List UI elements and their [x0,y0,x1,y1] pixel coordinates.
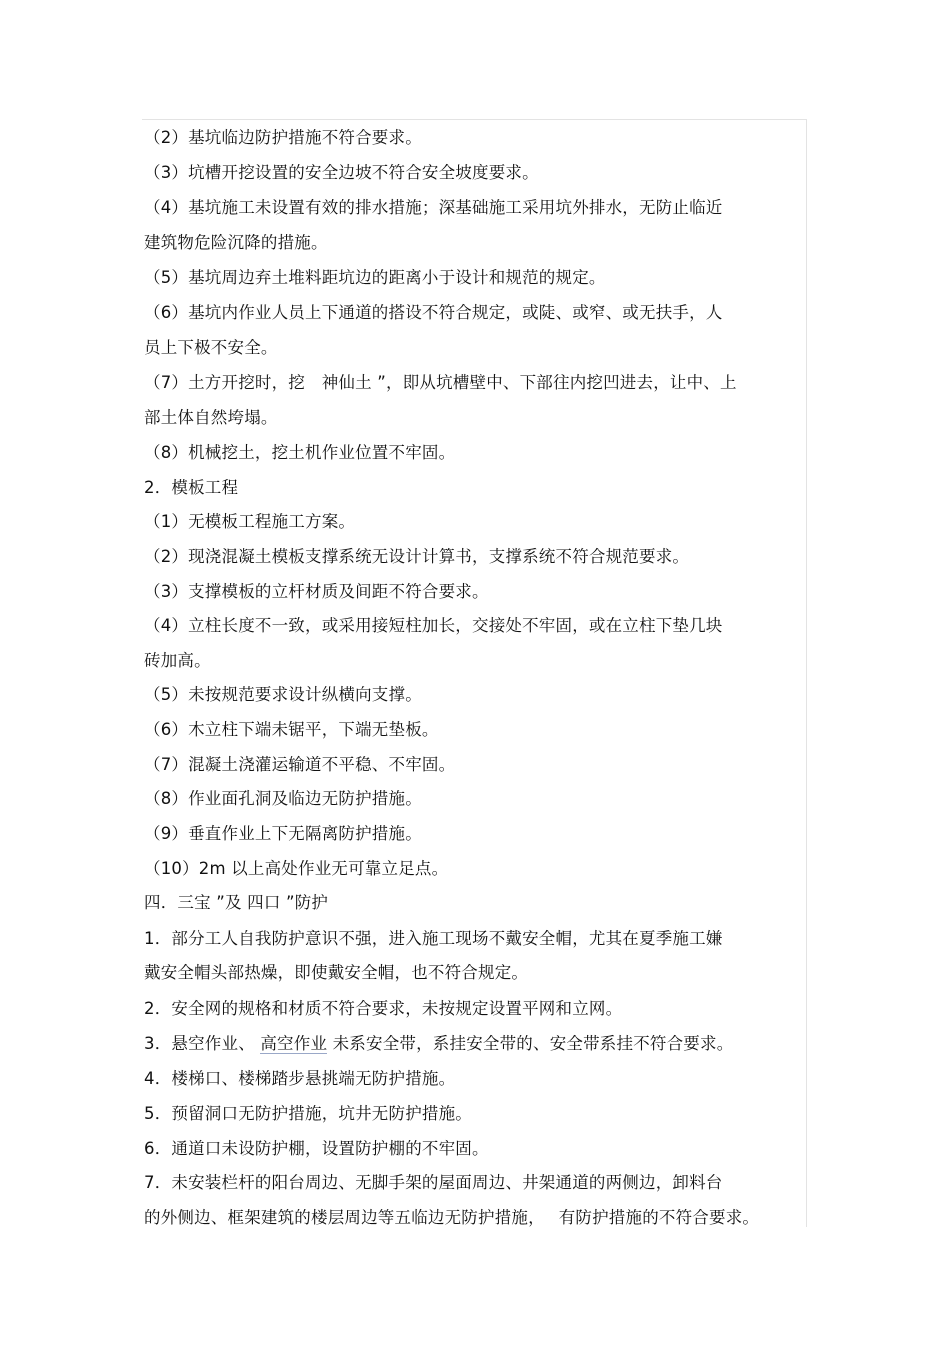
text-line: 戴安全帽头部热燥，即使戴安全帽，也不符合规定。 [144,963,529,982]
text-line: （8）机械挖土，挖土机作业位置不牢固。 [144,443,456,462]
text-line: 5．预留洞口无防护措施，坑井无防护措施。 [144,1104,472,1123]
text-line: （4）基坑施工未设置有效的排水措施；深基础施工采用坑外排水，无防止临近 [144,198,723,217]
text-line: （5）未按规范要求设计纵横向支撑。 [144,685,422,704]
text-line: （1）无模板工程施工方案。 [144,512,356,531]
high-altitude-work-link[interactable]: 高空作业 [260,1034,328,1053]
text-line: （10）2m 以上高处作业无可靠立足点。 [144,859,449,878]
text-line: 2．安全网的规格和材质不符合要求，未按规定设置平网和立网。 [144,999,623,1018]
line-prefix: 3．悬空作业、 [144,1034,261,1053]
text-line: 建筑物危险沉降的措施。 [144,233,328,252]
text-line: 1．部分工人自我防护意识不强，进入施工现场不戴安全帽，尤其在夏季施工嫌 [144,929,723,948]
text-line: （6）木立柱下端未锯平，下端无垫板。 [144,720,439,739]
text-line: （9）垂直作业上下无隔离防护措施。 [144,824,422,843]
text-line: （3）坑槽开挖设置的安全边坡不符合安全坡度要求。 [144,163,539,182]
text-line: （7）土方开挖时，挖 神仙土 ”，即从坑槽壁中、下部往内挖凹进去，让中、上 [144,373,737,392]
text-line: 6．通道口未设防护棚，设置防护棚的不牢固。 [144,1139,489,1158]
text-line: （2）现浇混凝土模板支撑系统无设计计算书，支撑系统不符合规范要求。 [144,547,690,566]
text-line: 4．楼梯口、楼梯踏步悬挑端无防护措施。 [144,1069,456,1088]
text-line: 部土体自然垮塌。 [144,408,278,427]
text-line: （2）基坑临边防护措施不符合要求。 [144,128,422,147]
section-heading: 四．三宝 ”及 四口 ”防护 [144,893,329,912]
text-line-with-link [144,1032,733,1056]
text-line: （8）作业面孔洞及临边无防护措施。 [144,789,422,808]
section-heading: 2．模板工程 [144,478,239,497]
text-line: （3）支撑模板的立杆材质及间距不符合要求。 [144,582,489,601]
line-suffix: 未系安全带，系挂安全带的、安全带系挂不符合要求。 [327,1034,734,1053]
text-line: （5）基坑周边弃土堆料距坑边的距离小于设计和规范的规定。 [144,268,606,287]
text-line: （7）混凝土浇灌运输道不平稳、不牢固。 [144,755,456,774]
text-line: （6）基坑内作业人员上下通道的搭设不符合规定，或陡、或窄、或无扶手，人 [144,303,723,322]
text-line: 的外侧边、框架建筑的楼层周边等五临边无防护措施， 有防护措施的不符合要求。 [144,1208,760,1227]
text-line: 员上下极不安全。 [144,338,278,357]
text-line: （4）立柱长度不一致，或采用接短柱加长，交接处不牢固，或在立柱下垫几块 [144,616,723,635]
text-line: 7．未安装栏杆的阳台周边、无脚手架的屋面周边、井架通道的两侧边，卸料台 [144,1173,723,1192]
text-line: 砖加高。 [144,651,211,670]
